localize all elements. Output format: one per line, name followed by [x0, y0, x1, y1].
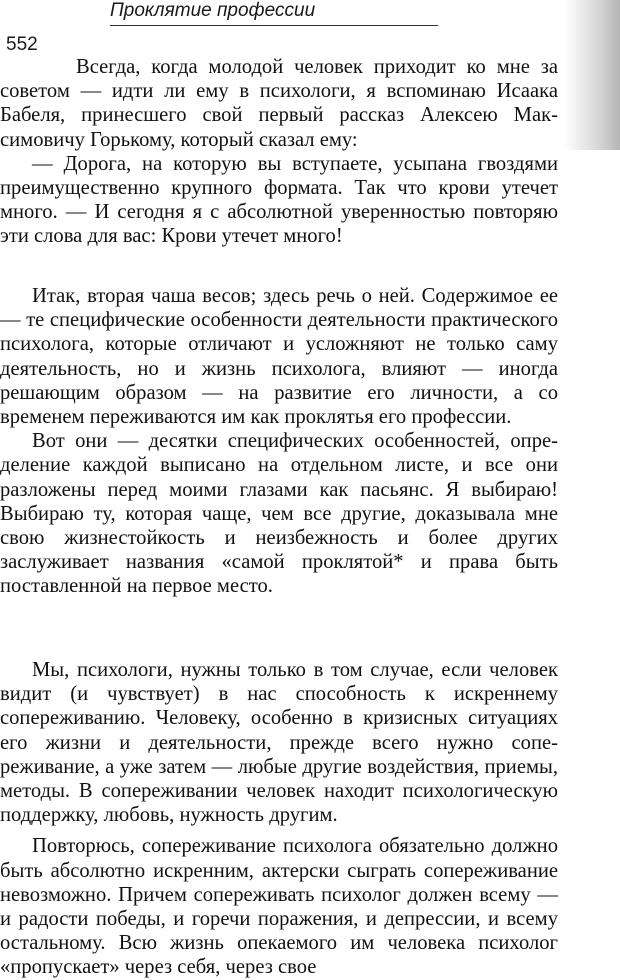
running-title: Проклятие профессии [110, 0, 316, 21]
paragraph: Мы, психологи, нужны только в том случае, если человек видит (и чувствует) в нас способность к искреннему сопереживанию. Человеку, особенно в кризисных ситуациях его жизни и деятельности, прежде всего нужно сопереживание, а уже затем — любые другие воздействия, приемы, методы. В сопереживании человек находит психологическую поддержку, любовь, нужность другим. [0, 659, 558, 827]
paragraph: Итак, вторая чаша весов; здесь речь о ней. Содержимое ее — те специфические особенности деятельности практического психолога, которые отличают и усложняют не только саму деятельность, но и жизнь психолога, влияют — иногда решающим образом — на развитие его личности, а со временем переживаются им как проклятья его профессии. [0, 285, 558, 429]
paragraph: Всегда, когда молодой человек приходит ко мне за советом — идти ли ему в психологи, я вспоминаю Исаака Бабеля, принесшего свой первый рассказ Алексею Максимовичу Горькому, который сказал ему: [0, 56, 558, 151]
paragraph: — Дорога, на которую вы вступаете, усыпана гвоздями преимущественно крупного формата. Так что крови утечет много. — И сегодня я с абсолютной уверенностью повторяю эти слова для вас: Крови утечет много! [0, 152, 558, 248]
header-rule [110, 25, 438, 26]
epigraph-section [0, 55, 558, 249]
intro-section [0, 284, 558, 599]
page-number: 552 [6, 34, 38, 55]
paragraph: Повторюсь, сопереживание психолога обязательно должно быть абсолютно искренним, актерски сыграть сопереживание невозможно. Причем сопереживать психолог должен всему — и радости победы, и горечи поражения, и депрессии, и всему остальному. Всю жизнь опекаемого им человека психолог «пропускает» через себя, через свое [0, 835, 558, 979]
paragraph: Вот они — десятки специфических особенностей, определение каждой выписано на отдельном листе, и все они разложены перед моими глазами как пасьянс. Я выбираю! Выбираю ту, которая чаще, чем все другие, доказывала мне свою жизнестойкость и неизбежность и более других заслуживает названия «самой проклятой* и права быть поставленной на первое место. [0, 430, 558, 598]
main-section [0, 658, 558, 980]
page-edge-shadow [564, 0, 620, 150]
